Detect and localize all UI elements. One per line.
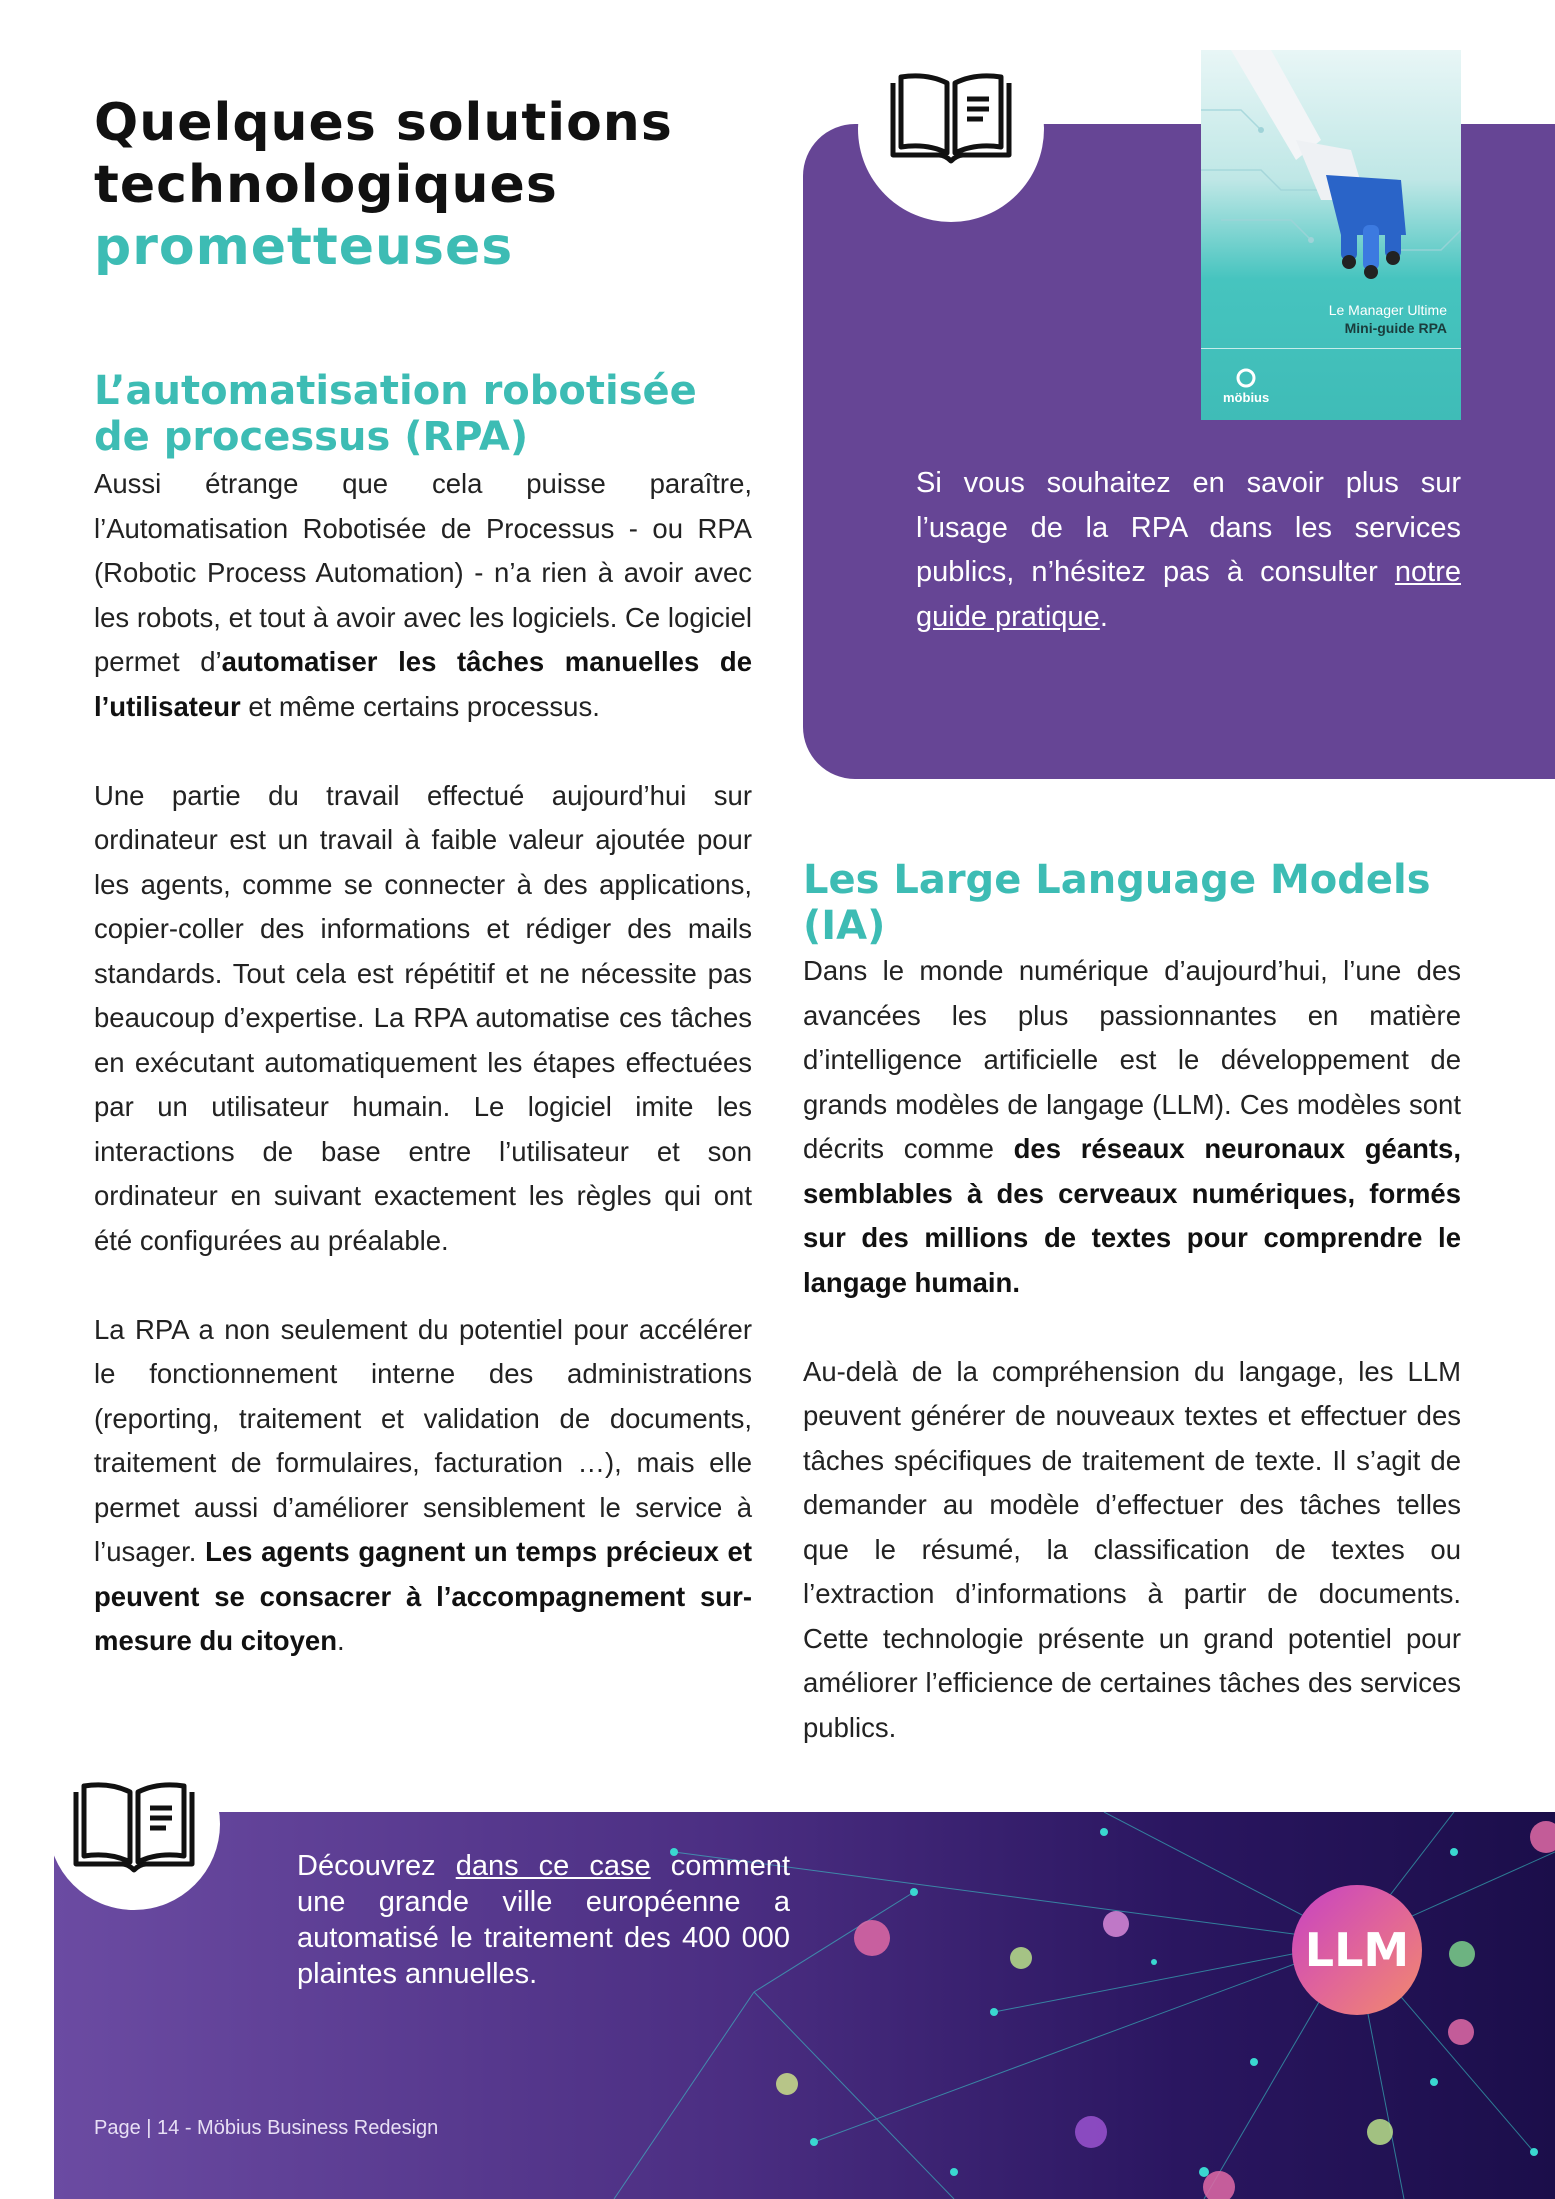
llm-paragraph-2: Au-delà de la compréhension du langage, les LLM peuvent générer de nouveaux textes et effectuer des tâches spécifiques de traitement de texte. Il s’agit de demander au modèle d’effectuer des tâches telles que le résumé, la classification de textes ou l’extraction d’informations à partir de documents. Cette technologie présente un grand potentiel pour améliorer l’efficience de certaines tâches des services publics. <box>803 1355 1461 1743</box>
llm-heading: Les Large Language Models (IA) <box>803 857 1431 949</box>
cover-brand: möbius <box>1223 368 1269 405</box>
guide-link[interactable]: notre guide pratique <box>916 556 1461 633</box>
title-line-1: Quelques solutions <box>94 93 673 153</box>
llm-body <box>803 949 1461 1795</box>
rpa-paragraph-1: Aussi étrange que cela puisse paraître, l’Automatisation Robotisée de Processus - ou RPA (Robotic Process Automation) - n’a rien à avoir avec les robots, et tout à avoir avec les logiciels. Ce logiciel permet d’automatiser les tâches manuelles de l’utilisateur et même certains processus. <box>94 468 752 722</box>
page-footer: Page | 14 - Möbius Business Redesign <box>94 2117 439 2139</box>
title-accent: prometteuses <box>94 217 514 277</box>
book-icon <box>70 1778 198 1878</box>
rpa-body <box>94 462 752 1708</box>
guide-cover[interactable] <box>1201 50 1461 420</box>
case-link[interactable]: dans ce case <box>455 1850 651 1882</box>
banner-book-icon-circle <box>48 1738 220 1910</box>
cover-divider <box>1201 348 1461 349</box>
cover-title: Le Manager Ultime <box>1328 302 1447 318</box>
mobius-logo-icon <box>1236 368 1256 388</box>
book-icon-circle <box>858 36 1044 222</box>
title-line-2: technologiques <box>94 155 558 215</box>
book-icon <box>887 69 1015 169</box>
rpa-paragraph-3: La RPA a non seulement du potentiel pour accélérer le fonctionnement interne des administrations (reporting, traitement et validation de documents, traitement de formulaires, facturation …), mais elle permet aussi d’améliorer sensiblement le service à l’usager. Les agents gagnent un temps précieux et peuvent se consacrer à l’accompagnement sur-mesure du citoyen. <box>94 1313 752 1656</box>
llm-paragraph-1: Dans le monde numérique d’aujourd’hui, l’une des avancées les plus passionnantes en matière d’intelligence artificielle est le développement de grands modèles de langage (LLM). Ces modèles sont décrits comme des réseaux neuronaux géants, semblables à des cerveaux numériques, formés sur des millions de textes pour comprendre le langage humain. <box>803 955 1461 1298</box>
cover-subtitle: Mini-guide RPA <box>1344 320 1447 336</box>
llm-badge: LLM <box>1292 1885 1422 2015</box>
robot-hand-illustration <box>1201 50 1461 290</box>
guide-box-text: Si vous souhaitez en savoir plus sur l’usage de la RPA dans les services publics, n’hésitez pas à consulter notre guide pratique. <box>916 467 1461 633</box>
page-title <box>94 92 784 278</box>
rpa-heading: L’automatisation robotisée de processus (RPA) <box>94 368 697 460</box>
rpa-paragraph-2: Une partie du travail effectué aujourd’hui sur ordinateur est un travail à faible valeur ajoutée pour les agents, comme se connecter à des applications, copier-coller des informations et rédiger des mails standards. Tout cela est répétitif et ne nécessite pas beaucoup d’expertise. La RPA automatise ces tâches en exécutant automatiquement les étapes effectuées par un utilisateur humain. Le logiciel imite les interactions de base entre l’utilisateur et son ordinateur en suivant exactement les règles qui ont été configurées au préalable. <box>94 779 752 1256</box>
banner-text: Découvrez dans ce case comment une grande ville européenne a automatisé le traitement des 400 000 plaintes annuelles. <box>297 1850 790 1990</box>
